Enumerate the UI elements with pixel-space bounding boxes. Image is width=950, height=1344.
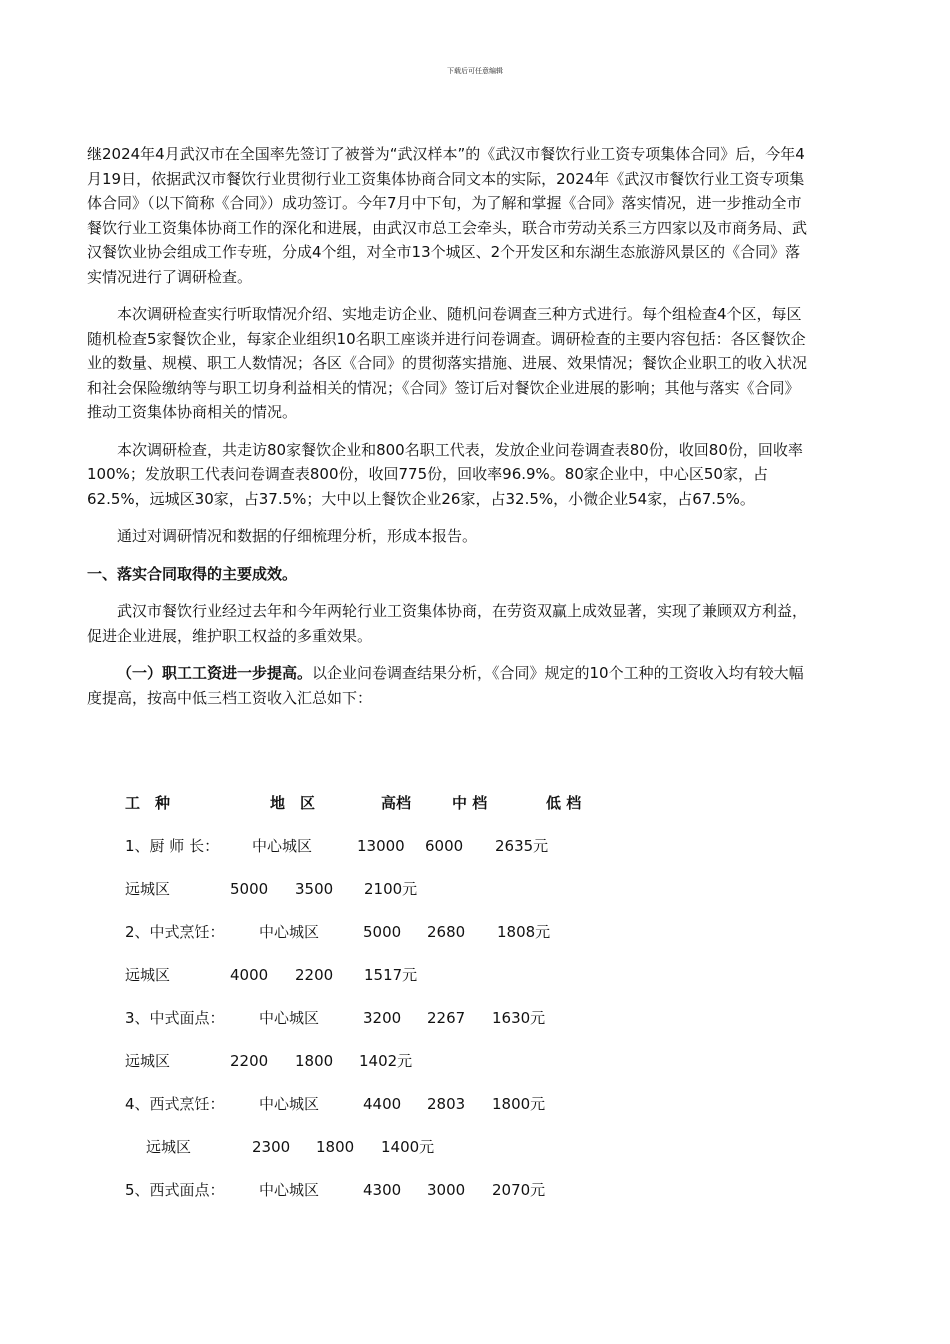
cell-high: 2300 [252, 1138, 291, 1156]
cell-high: 4400 [363, 1095, 402, 1113]
subsection-title: （一）职工工资进一步提高。 [117, 664, 313, 682]
cell-job: 1、厨 师 长： [125, 837, 220, 855]
cell-area: 远城区 [125, 966, 171, 984]
cell-area: 中心城区 [252, 837, 313, 855]
cell-high: 4300 [363, 1181, 402, 1199]
header-job: 工 种 [125, 794, 171, 812]
section-heading: 一、落实合同取得的主要成效。 [87, 564, 298, 583]
cell-mid: 1800 [316, 1138, 355, 1156]
cell-mid: 2267 [427, 1009, 466, 1027]
header-high: 高档 [381, 794, 412, 812]
cell-high: 2200 [230, 1052, 269, 1070]
cell-job: 5、西式面点： [125, 1181, 225, 1199]
cell-high: 5000 [230, 880, 269, 898]
cell-mid: 3000 [427, 1181, 466, 1199]
cell-low: 2100元 [364, 880, 418, 898]
cell-low: 1402元 [359, 1052, 413, 1070]
cell-high: 5000 [363, 923, 402, 941]
cell-job: 2、中式烹饪： [125, 923, 225, 941]
cell-mid: 2803 [427, 1095, 466, 1113]
header-mid: 中 档 [452, 794, 488, 812]
cell-high: 4000 [230, 966, 269, 984]
document-body [87, 142, 811, 723]
cell-mid: 2200 [295, 966, 334, 984]
cell-low: 1517元 [364, 966, 418, 984]
paragraph-report-note: 通过对调研情况和数据的仔细梳理分析，形成本报告。 [117, 527, 478, 545]
subsection-text: 以企业问卷调查结果分析，《合同》规定的10个工种的工资收入均有较大幅度提高，按高中低三档工资收入汇总如下： [87, 664, 804, 707]
paragraph-wages [87, 661, 811, 710]
cell-mid: 2680 [427, 923, 466, 941]
cell-job: 4、西式烹饪： [125, 1095, 225, 1113]
cell-low: 1630元 [492, 1009, 546, 1027]
page-header-note: 下载后可任意编辑 [447, 67, 503, 75]
cell-area: 远城区 [125, 1052, 171, 1070]
cell-low: 1808元 [497, 923, 551, 941]
paragraph-intro: 继2024年4月武汉市在全国率先签订了被誉为“武汉样本”的《武汉市餐饮行业工资专项集体合同》后，今年4月19日，依据武汉市餐饮行业贯彻行业工资集体协商合同文本的实际，2024年《武汉市餐饮行业工资专项集体合同》（以下简称《合同》）成功签订。今年7月中下旬，为了解和掌握《合同》落实情况，进一步推动全市餐饮行业工资集体协商工作的深化和进展，由武汉市总工会牵头，联合市劳动关系三方四家以及市商务局、武汉餐饮业协会组成工作专班，分成4个组，对全市13个城区、2个开发区和东湖生态旅游风景区的《合同》落实情况进行了调研检查。 [87, 145, 808, 286]
cell-mid: 3500 [295, 880, 334, 898]
cell-low: 2635元 [495, 837, 549, 855]
paragraph-effects: 武汉市餐饮行业经过去年和今年两轮行业工资集体协商，在劳资双赢上成效显著，实现了兼顾双方利益，促进企业进展，维护职工权益的多重效果。 [87, 602, 808, 645]
cell-area: 远城区 [125, 880, 171, 898]
paragraph-method: 本次调研检查实行听取情况介绍、实地走访企业、随机问卷调查三种方式进行。每个组检查4个区，每区随机检查5家餐饮企业，每家企业组织10名职工座谈并进行问卷调查。调研检查的主要内容包括：各区餐饮企业的数量、规模、职工人数情况；各区《合同》的贯彻落实措施、进展、效果情况；餐饮企业职工的收入状况和社会保险缴纳等与职工切身利益相关的情况；《合同》签订后对餐饮企业进展的影响；其他与落实《合同》推动工资集体协商相关的情况。 [87, 305, 808, 421]
cell-area: 中心城区 [259, 923, 320, 941]
cell-high: 3200 [363, 1009, 402, 1027]
header-area: 地 区 [270, 794, 316, 812]
cell-mid: 6000 [425, 837, 464, 855]
paragraph-statistics: 本次调研检查，共走访80家餐饮企业和800名职工代表，发放企业问卷调查表80份，收回80份，回收率100%；发放职工代表问卷调查表800份，收回775份，回收率96.9%。80家企业中，中心区50家，占62.5%，远城区30家，占37.5%；大中以上餐饮企业26家，占32.5%，小微企业54家，占67.5%。 [87, 440, 803, 508]
cell-low: 1800元 [492, 1095, 546, 1113]
cell-job: 3、中式面点： [125, 1009, 225, 1027]
cell-low: 1400元 [381, 1138, 435, 1156]
cell-mid: 1800 [295, 1052, 334, 1070]
cell-area: 中心城区 [259, 1009, 320, 1027]
cell-area: 中心城区 [259, 1181, 320, 1199]
cell-area: 远城区 [146, 1138, 192, 1156]
header-low: 低 档 [546, 794, 582, 812]
cell-high: 13000 [357, 837, 405, 855]
cell-low: 2070元 [492, 1181, 546, 1199]
cell-area: 中心城区 [259, 1095, 320, 1113]
